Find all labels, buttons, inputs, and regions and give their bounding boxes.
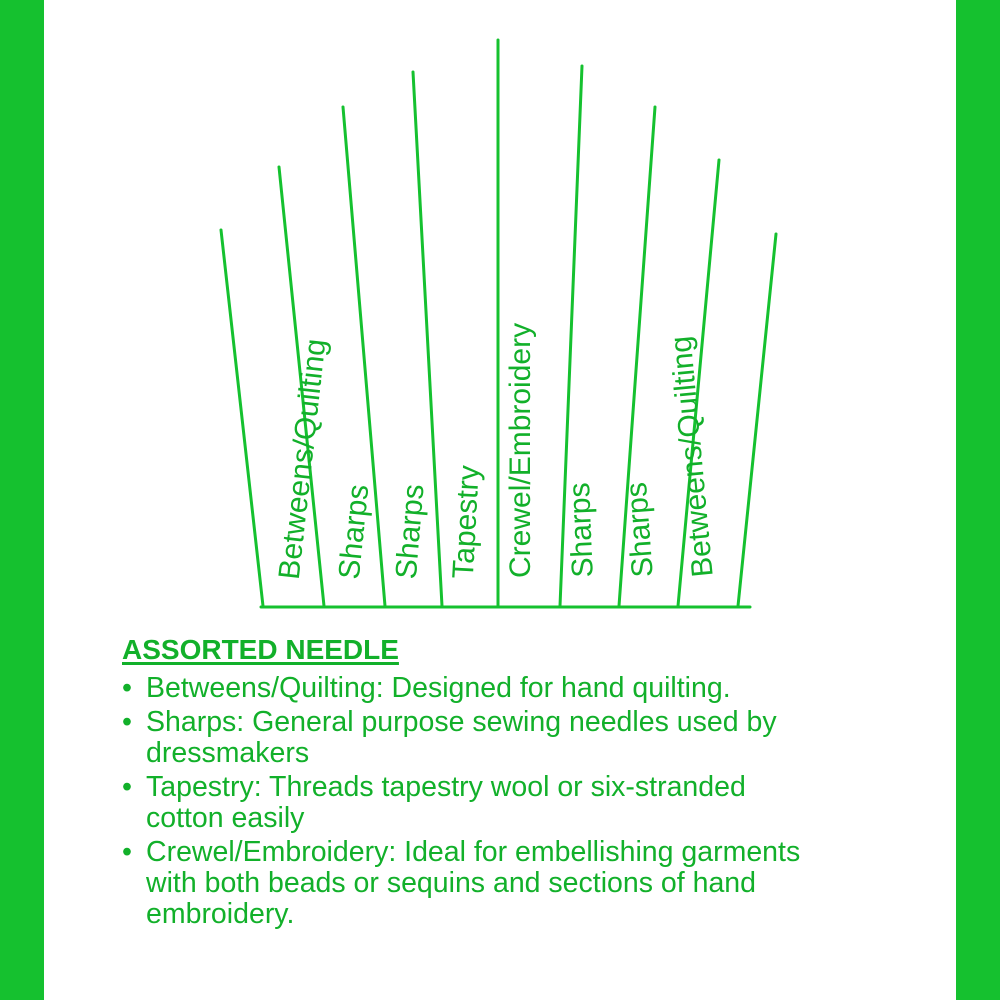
needle-label: Tapestry	[446, 464, 486, 580]
bullet-text-line: cotton easily	[146, 802, 305, 834]
bullet-text-line: Crewel/Embroidery: Ideal for embellishing garments	[146, 836, 801, 868]
bullet-item	[122, 707, 922, 769]
bullet-text-line: dressmakers	[146, 737, 310, 769]
bullet-text-line: Tapestry: Threads tapestry wool or six-stranded	[146, 771, 746, 803]
needle-line	[221, 230, 263, 606]
bullet-text-line: embroidery.	[146, 898, 295, 930]
bullet-item	[122, 673, 922, 704]
bullet-text-line: Sharps: General purpose sewing needles used by	[146, 706, 777, 738]
needle-label: Sharps	[620, 481, 660, 579]
section-heading: ASSORTED NEEDLE	[122, 634, 399, 665]
needle-label: Sharps	[562, 481, 600, 579]
needle-label: Sharps	[332, 482, 376, 581]
bullet-dot: •	[122, 672, 132, 704]
bullet-list	[122, 673, 922, 930]
bullet-item	[122, 772, 922, 834]
needle-group	[221, 40, 776, 607]
needle-label: Crewel/Embroidery	[503, 322, 537, 578]
needle-label: Betweens/Quilting	[272, 337, 333, 582]
bullet-text-line: Betweens/Quilting: Designed for hand quilting.	[146, 672, 731, 704]
needle-line	[738, 234, 776, 606]
bullet-item	[122, 837, 922, 930]
bullet-text-line: with both beads or sequins and sections of hand	[146, 867, 756, 899]
bullet-dot: •	[122, 836, 132, 868]
needle-description-block	[122, 630, 922, 930]
bullet-dot: •	[122, 706, 132, 738]
needle-label: Betweens/Quilting	[664, 334, 720, 579]
bullet-dot: •	[122, 771, 132, 803]
needle-label: Sharps	[389, 482, 431, 581]
